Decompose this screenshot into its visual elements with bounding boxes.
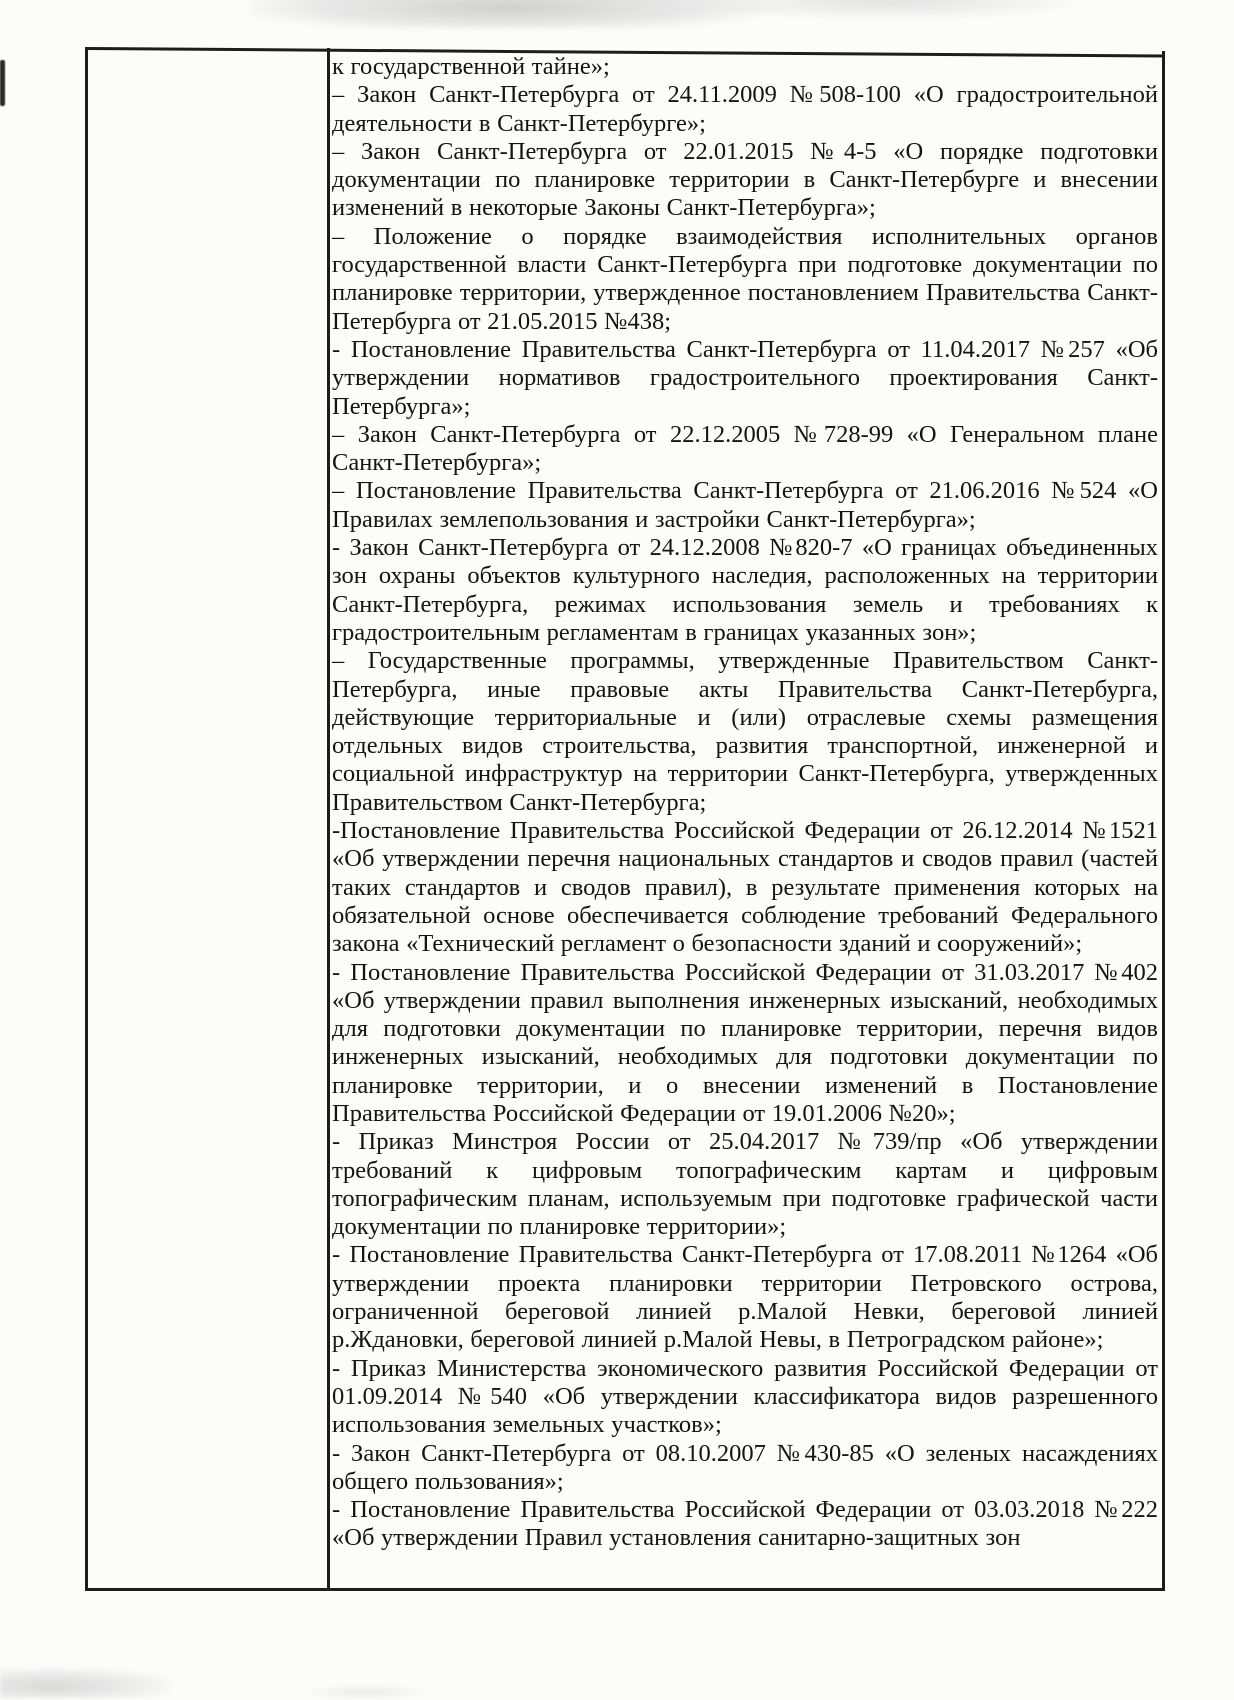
table-column-divider <box>327 48 330 1589</box>
legal-reference: - Постановление Правительства Санкт-Петербурга от 17.08.2011 №1264 «Об утверждении проекта планировки территории Петровского острова, ограниченной береговой линией р.Малой Невки, береговой линией р.Ждановки, береговой линией р.Малой Невы, в Петроградском районе»; <box>332 1241 1158 1354</box>
legal-reference: -Постановление Правительства Российской Федерации от 26.12.2014 №1521 «Об утверждении перечня национальных стандартов и сводов правил (частей таких стандартов и сводов правил), в результате применения которых на обязательной основе обеспечивается соблюдение требований Федерального закона «Технический регламент о безопасности зданий и сооружений»; <box>332 817 1158 958</box>
legal-reference: - Постановление Правительства Российской Федерации от 03.03.2018 №222 «Об утверждении Правил установления санитарно-защитных зон <box>332 1496 1158 1552</box>
legal-reference: - Постановление Правительства Российской Федерации от 31.03.2017 №402 «Об утверждении правил выполнения инженерных изысканий, необходимых для подготовки документации по планировке территории, перечня видов инженерных изысканий, необходимых для подготовки документации по планировке территории, и о внесении изменений в Постановление Правительства Российской Федерации от 19.01.2006 №20»; <box>332 958 1158 1127</box>
legal-reference: – Закон Санкт-Петербурга от 22.01.2015 №4-5 «О порядке подготовки документации по планировке территории в Санкт-Петербурге и внесении изменений в некоторые Законы Санкт-Петербурга»; <box>332 137 1158 222</box>
table-cell-right <box>332 53 1158 1586</box>
scan-mark-left-edge <box>0 60 5 106</box>
table-border-bottom <box>85 1588 1165 1591</box>
legal-reference: - Приказ Министерства экономического развития Российской Федерации от 01.09.2014 №540 «Об утверждении классификатора видов разрешенного использования земельных участков»; <box>332 1354 1158 1439</box>
legal-reference: – Государственные программы, утвержденные Правительством Санкт-Петербурга, иные правовые акты Правительства Санкт-Петербурга, действующие территориальные и (или) отраслевые схемы размещения отдельных видов строительства, развития транспортной, инженерной и социальной инфраструктур на территории Санкт-Петербурга, утвержденных Правительством Санкт-Петербурга; <box>332 647 1158 816</box>
legal-reference: - Закон Санкт-Петербурга от 24.12.2008 №820-7 «О границах объединенных зон охраны объектов культурного наследия, расположенных на территории Санкт-Петербурга, режимах использования земель и требованиях к градостроительным регламентам в границах указанных зон»; <box>332 534 1158 646</box>
scan-smudge-top-right <box>700 0 1120 18</box>
legal-reference: - Постановление Правительства Санкт-Петербурга от 11.04.2017 №257 «Об утверждении нормативов градостроительного проектирования Санкт-Петербурга»; <box>332 335 1158 420</box>
legal-reference: – Закон Санкт-Петербурга от 24.11.2009 №508-100 «О градостроительной деятельности в Санкт-Петербурге»; <box>332 81 1158 137</box>
legal-reference: - Приказ Минстроя России от 25.04.2017 №739/пр «Об утверждении требований к цифровым топографическим картам и цифровым топографическим планам, используемым при подготовке графической части документации по планировке территории»; <box>332 1128 1158 1241</box>
legal-reference: – Положение о порядке взаимодействия исполнительных органов государственной власти Санкт-Петербурга при подготовке документации по планировке территории, утвержденное постановлением Правительства Санкт-Петербурга от 21.05.2015 №438; <box>332 222 1158 335</box>
legal-reference: – Закон Санкт-Петербурга от 22.12.2005 №728-99 «О Генеральном плане Санкт-Петербурга»; <box>332 420 1158 477</box>
legal-reference: к государственной тайне»; <box>332 53 610 80</box>
scan-smudge-bottom-left <box>0 1668 170 1698</box>
table-cell-left-empty <box>88 51 325 1587</box>
legal-reference: - Закон Санкт-Петербурга от 08.10.2007 №430-85 «О зеленых насаждениях общего пользования»; <box>332 1439 1158 1495</box>
scan-smudge-bottom <box>300 1684 430 1700</box>
legal-reference: – Постановление Правительства Санкт-Петербурга от 21.06.2016 №524 «О Правилах землепользования и застройки Санкт-Петербурга»; <box>332 477 1158 533</box>
table-border-right <box>1162 51 1165 1590</box>
